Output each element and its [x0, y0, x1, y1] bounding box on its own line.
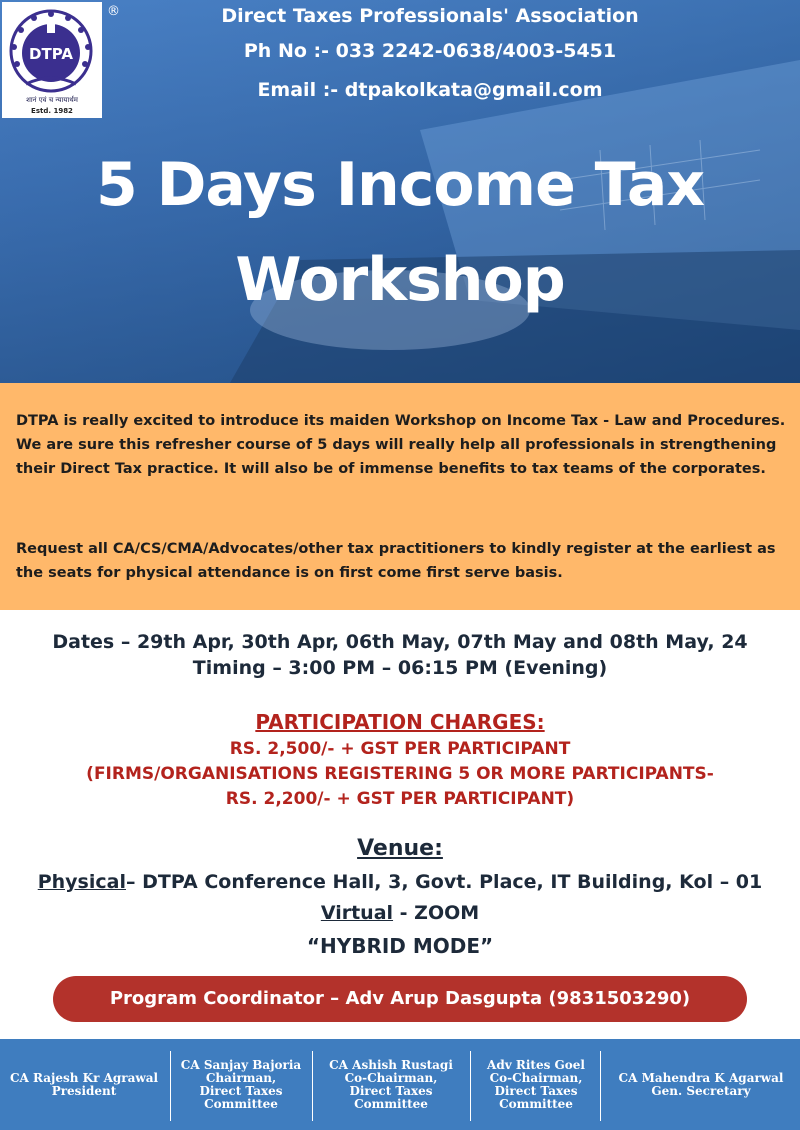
- member-chairman: [172, 1039, 310, 1130]
- venue-heading: Venue:: [357, 836, 443, 861]
- charges-group-note: (FIRMS/ORGANISATIONS REGISTERING 5 OR MORE PARTICIPANTS-: [86, 764, 714, 784]
- divider: [170, 1051, 171, 1121]
- member-role: Gen. Secretary: [651, 1083, 751, 1098]
- logo-tagline: शानं एवं च न्यायार्थम: [26, 96, 78, 104]
- workshop-dates: Dates – 29th Apr, 30th Apr, 06th May, 07th May and 08th May, 24: [52, 631, 748, 653]
- intro-section: [0, 383, 800, 610]
- divider: [312, 1051, 313, 1121]
- workshop-title-line2: Workshop: [235, 245, 565, 315]
- workshop-timing: Timing – 3:00 PM – 06:15 PM (Evening): [192, 657, 608, 679]
- committee-footer: [0, 1039, 800, 1130]
- registration-request: Request all CA/CS/CMA/Advocates/other tax practitioners to kindly register at the earliest as the seats for physical attendance is on first come first serve basis.: [16, 541, 776, 581]
- logo-emblem-icon: [6, 6, 98, 96]
- logo-established: Estd. 1982: [31, 107, 73, 115]
- member-role: President: [51, 1083, 117, 1098]
- charges-standard: RS. 2,500/- + GST PER PARTICIPANT: [229, 739, 571, 759]
- member-gen-secretary: [602, 1039, 800, 1130]
- member-president: [0, 1039, 168, 1130]
- dtpa-logo: [2, 2, 102, 118]
- member-role: Co-Chairman, Direct Taxes Committee: [344, 1070, 438, 1111]
- member-role: Co-Chairman, Direct Taxes Committee: [489, 1070, 583, 1111]
- member-name: Adv Rites Goel: [487, 1057, 585, 1072]
- member-name: CA Sanjay Bajoria: [180, 1057, 302, 1072]
- member-co-chairman-1: [314, 1039, 468, 1130]
- venue-virtual: [0, 902, 800, 924]
- phone-number: Ph No :- 033 2242-0638/4003-5451: [243, 40, 617, 62]
- charges-heading: PARTICIPATION CHARGES:: [255, 710, 545, 734]
- member-name: CA Rajesh Kr Agrawal: [9, 1070, 159, 1085]
- physical-address: – DTPA Conference Hall, 3, Govt. Place, IT Building, Kol – 01: [125, 871, 763, 893]
- email-address: Email :- dtpakolkata@gmail.com: [257, 79, 603, 101]
- registered-mark: ®: [107, 4, 120, 19]
- virtual-platform: - ZOOM: [393, 902, 480, 924]
- member-co-chairman-2: [472, 1039, 600, 1130]
- physical-label: Physical: [37, 871, 126, 893]
- workshop-title-line1: 5 Days Income Tax: [95, 150, 705, 220]
- svg-text:DTPA: DTPA: [29, 45, 73, 63]
- charges-group-rate: RS. 2,200/- + GST PER PARTICIPANT): [225, 789, 575, 809]
- virtual-label: Virtual: [320, 902, 394, 924]
- header-banner: [0, 0, 800, 383]
- program-coordinator-banner: Program Coordinator – Adv Arup Dasgupta (9831503290): [53, 976, 747, 1022]
- intro-paragraph: DTPA is really excited to introduce its maiden Workshop on Income Tax - Law and Procedures. We are sure this refresher course of 5 days will really help all professionals in strengthening their Direct Tax practice. It will also be of immense benefits to tax teams of the corporates.: [16, 413, 786, 477]
- member-role: Chairman, Direct Taxes Committee: [199, 1070, 283, 1111]
- member-name: CA Ashish Rustagi: [329, 1057, 453, 1072]
- member-name: CA Mahendra K Agarwal: [618, 1070, 784, 1085]
- divider: [470, 1051, 471, 1121]
- hybrid-mode: “HYBRID MODE”: [306, 934, 494, 958]
- association-name: Direct Taxes Professionals' Association: [221, 5, 639, 27]
- venue-physical: [0, 871, 800, 893]
- divider: [600, 1051, 601, 1121]
